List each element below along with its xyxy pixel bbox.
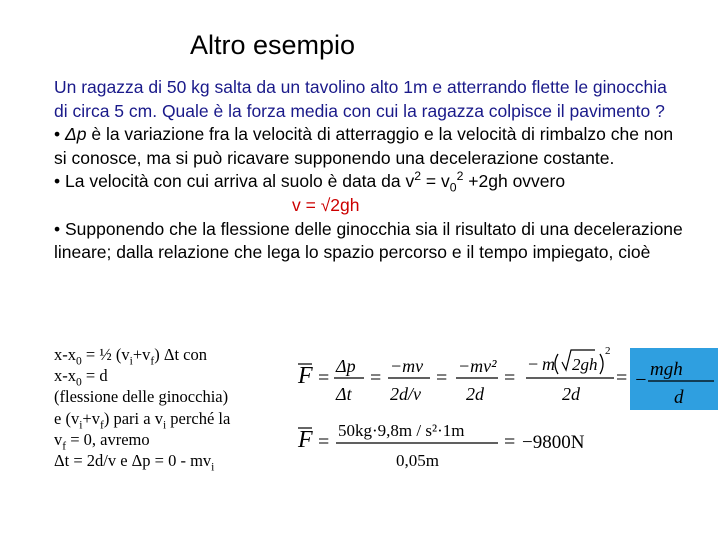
problem-statement: Un ragazza di 50 kg salta da un tavolino alto 1m e atterrando flette le ginocchia di circa 5 cm. Quale è la forza media con cui la ragazza colpisce il pavimento ? — [54, 77, 667, 121]
velocity-text-mid: = v — [421, 171, 450, 192]
frac-den: 2d — [562, 384, 580, 404]
delta-p-symbol: Δp — [65, 124, 87, 145]
force-symbol: F — [298, 363, 313, 389]
frac-num: −mv — [390, 356, 424, 376]
velocity-formula: v = √2gh — [292, 194, 360, 215]
frac-num-mass: m — [542, 354, 555, 374]
sqrt-argument: 2gh — [572, 355, 598, 374]
derivation-block — [54, 344, 304, 474]
frac-num: −mv² — [458, 356, 497, 376]
sub: 0 — [449, 180, 457, 195]
equals-sign: = — [504, 431, 516, 453]
bullet-delta-p-text: è la variazione fra la velocità di atterraggio e la velocità di rimbalzo che non si conosce, ma si può ricavare supponendo una decelerazione costante. — [54, 124, 674, 168]
result-den: d — [674, 387, 684, 408]
bullet-velocity — [54, 170, 684, 194]
sup: 2 — [414, 169, 422, 184]
frac-den: 0,05m — [396, 451, 439, 470]
force-result: −9800N — [522, 432, 585, 453]
sup: 2 — [456, 169, 464, 184]
frac-num: 50kg·9,8m / s²·1m — [338, 421, 465, 440]
derivation-line: $v_f = 0$, avremo — [54, 429, 150, 453]
derivation-line: $x-x_0$ = ½ $(v_i+v_f)$ Δt con — [54, 345, 207, 368]
highlighted-result-box — [630, 348, 718, 410]
bullet-deceleration: • Supponendo che la flessione delle ginocchia sia il risultato di una decelerazione lineare; dalla relazione che lega lo spazio percorso e il tempo impiegato, cioè — [54, 218, 683, 263]
body-text — [54, 76, 684, 265]
derivation-line: e $(v_i+v_f)$ pari a $v_i$ perché la — [54, 408, 231, 431]
exponent: 2 — [605, 345, 611, 357]
bullet-delta-p: • Δp è la variazione fra la velocità di atterraggio e la velocità di rimbalzo che non si conosce, ma si può ricavare supponendo una decelerazione costante. — [54, 124, 674, 168]
result-num: mgh — [650, 359, 683, 380]
frac-den: 2d — [466, 384, 484, 404]
derivation-line: (flessione delle ginocchia) — [54, 387, 229, 407]
frac-den: 2d/v — [390, 384, 421, 404]
force-symbol: F — [298, 427, 313, 453]
equals-sign: = — [370, 367, 382, 389]
equals-sign: = — [318, 367, 330, 389]
frac-num: Δp — [336, 356, 356, 376]
equals-sign: = — [504, 367, 516, 389]
slide-title: Altro esempio — [190, 30, 356, 60]
equals-sign: = — [318, 431, 330, 453]
equation-force-derivation — [292, 340, 632, 412]
derivation-line: Δt = 2d/v e $\Delta p = 0 - mv_i$ — [54, 451, 215, 474]
velocity-text: • La velocità con cui arriva al suolo è data da v — [54, 171, 415, 192]
velocity-text-post: +2gh ovvero — [463, 171, 566, 192]
equation-force-numeric — [292, 416, 592, 474]
equals-sign: = — [436, 367, 448, 389]
frac-num-minus: − — [528, 354, 539, 374]
derivation-line: $x-x_0 = d$ — [54, 366, 108, 389]
frac-den: Δt — [336, 384, 352, 404]
result-minus: − — [634, 369, 648, 391]
equals-sign: = — [616, 367, 628, 389]
